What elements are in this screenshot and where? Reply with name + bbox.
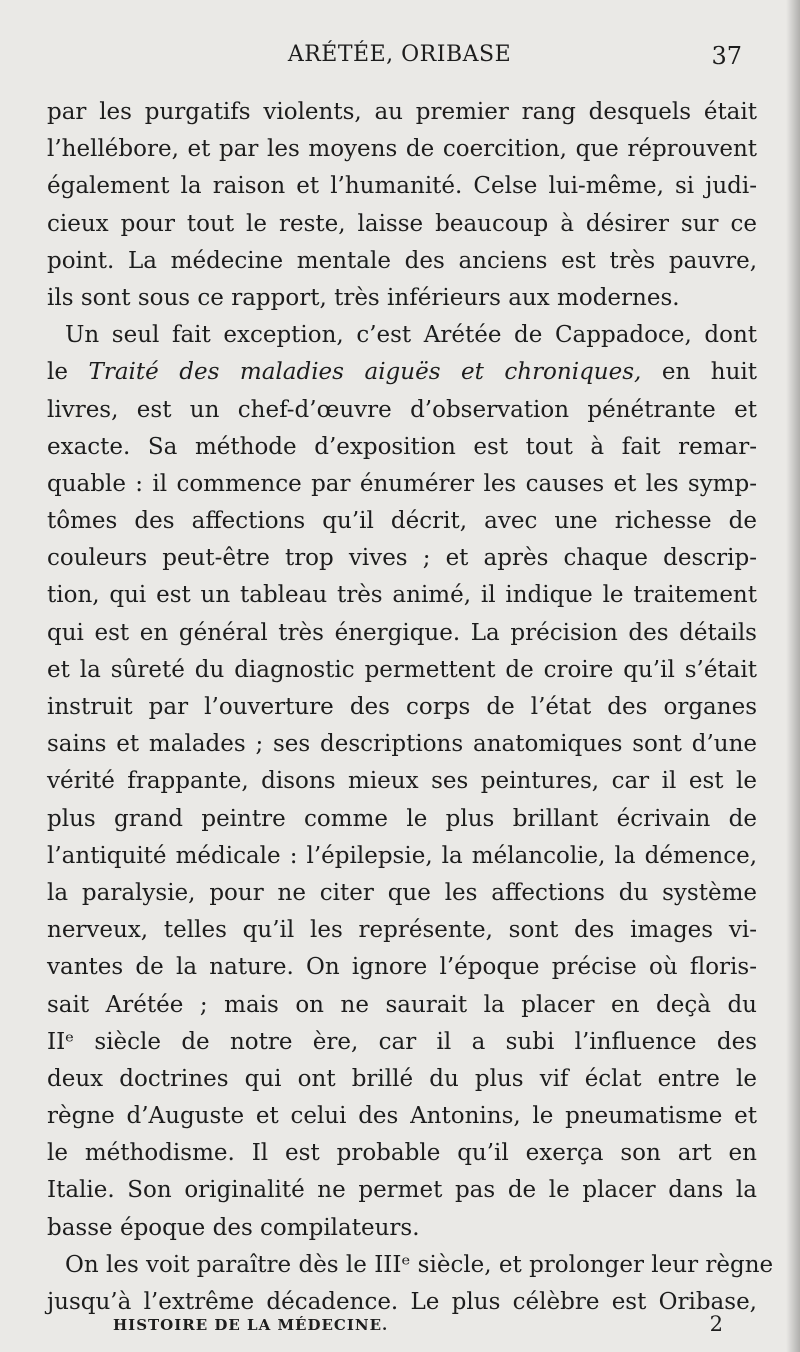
text-line: couleurs peut-être trop vives ; et après chaque descrip- [47,545,757,572]
text-line: deux doctrines qui ont brillé du plus vif éclat entre le [47,1065,757,1092]
text-line: qui est en général très énergique. La précision des détails [47,619,757,646]
text-line: Italie. Son originalité ne permet pas de le placer dans la [47,1177,757,1204]
text-line: cieux pour tout le reste, laisse beaucoup à désirer sur ce [47,210,757,237]
text-line: ils sont sous ce rapport, très inférieurs aux modernes. [47,284,680,311]
text-line: livres, est un chef-d’œuvre d’observation pénétrante et [47,396,757,423]
text-line: point. La médecine mentale des anciens est très pauvre, [47,247,757,274]
text-line: plus grand peintre comme le plus brillant écrivain de [47,805,757,832]
text-line: sait Arétée ; mais on ne saurait la placer en deçà du [47,991,757,1018]
text-line: sains et malades ; ses descriptions anatomiques sont d’une [47,731,757,758]
page-number: 37 [711,42,742,70]
text-line: l’hellébore, et par les moyens de coercition, que réprouvent [47,136,757,163]
footer-title: HISTOIRE DE LA MÉDECINE. [113,1316,389,1334]
page-footer [113,1312,723,1344]
text-line: la paralysie, pour ne citer que les affections du système [47,879,757,906]
body-text [47,94,774,1321]
text-line: vantes de la nature. On ignore l’époque précise où floris- [47,954,757,981]
text-line: tion, qui est un tableau très animé, il indique le traitement [47,582,757,609]
signature-mark: 2 [709,1312,723,1336]
text-line: quable : il commence par énumérer les causes et les symp- [47,470,757,497]
book-title: Traité des maladies aiguës et chroniques, [88,359,642,386]
text-line: également la raison et l’humanité. Celse lui-même, si judi- [47,173,757,200]
text-fragment: en huit [661,359,758,386]
text-line: IIᵉ siècle de notre ère, car il a subi l’influence des [47,1028,757,1055]
text-line: tômes des affections qu’il décrit, avec une richesse de [47,508,757,535]
text-line-with-title [47,354,757,391]
text-line: On les voit paraître dès le IIIᵉ siècle, et prolonger leur règne [65,1251,774,1278]
text-line: basse époque des compilateurs. [47,1214,420,1241]
running-head [47,40,752,76]
text-line: et la sûreté du diagnostic permettent de croire qu’il s’était [47,656,757,683]
text-line: vérité frappante, disons mieux ses peintures, car il est le [47,768,757,795]
text-line: jusqu’à l’extrême décadence. Le plus célèbre est Oribase, [47,1289,757,1315]
text-line: instruit par l’ouverture des corps de l’état des organes [47,694,757,720]
text-line: exacte. Sa méthode d’exposition est tout à fait remar- [47,433,757,460]
text-line: nerveux, telles qu’il les représente, sont des images vi- [47,917,757,944]
text-line: le méthodisme. Il est probable qu’il exerça son art en [47,1140,757,1167]
text-line: par les purgatifs violents, au premier rang desquels était [47,99,757,125]
running-title: ARÉTÉE, ORIBASE [287,42,512,67]
text-line: l’antiquité médicale : l’épilepsie, la mélancolie, la démence, [47,842,757,869]
text-line: règne d’Auguste et celui des Antonins, le pneumatisme et [47,1103,757,1130]
text-line: Un seul fait exception, c’est Arétée de Cappadoce, dont [65,322,757,349]
text-fragment: le [47,359,68,386]
